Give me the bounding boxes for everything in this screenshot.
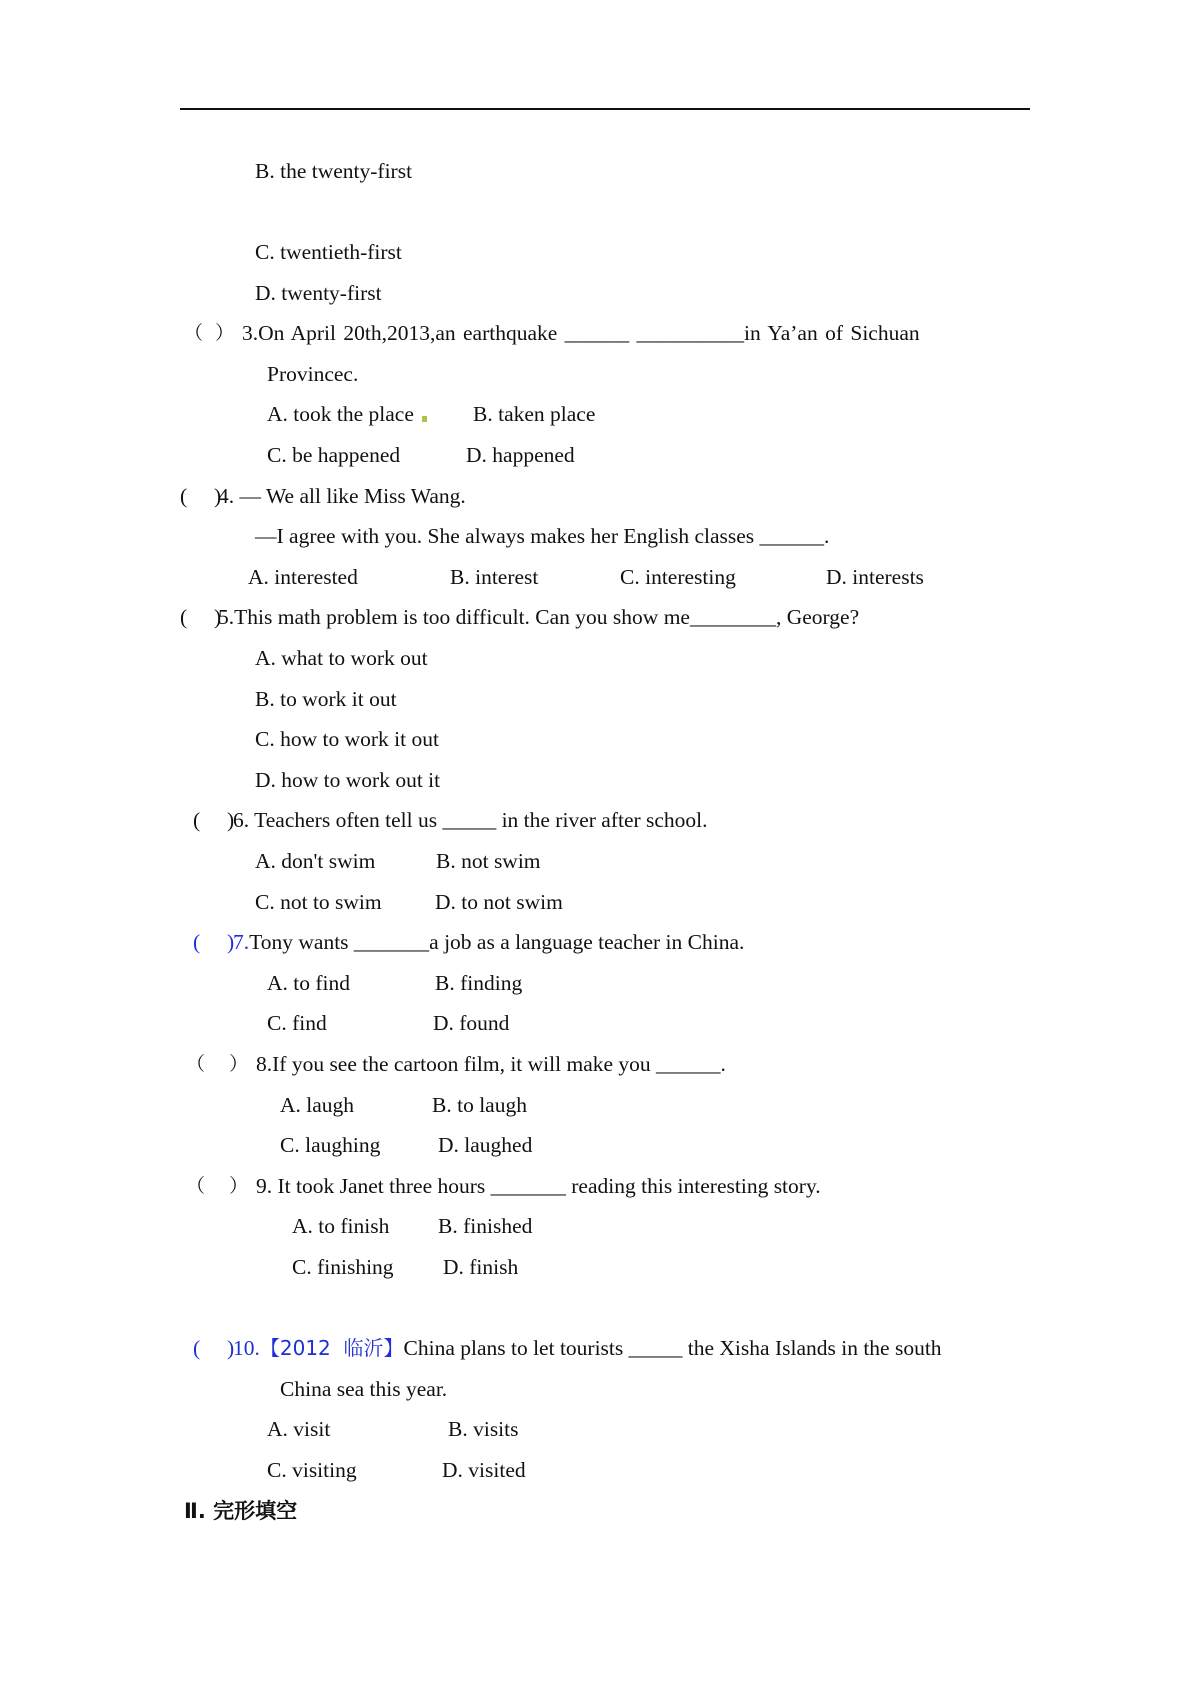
q4-reply: —I agree with you. She always makes her English classes ______. (255, 524, 830, 548)
q5-option-d: D. how to work out it (255, 768, 441, 792)
q7-stem: Tony wants _______a job as a language teacher in China. (249, 930, 745, 954)
q10-stem-cont: China sea this year. (280, 1377, 448, 1401)
q2-option-b: B. the twenty-first (255, 159, 413, 183)
q10-option-c: C. visiting (267, 1458, 357, 1482)
q6-stem: 6. Teachers often tell us _____ in the river after school. (233, 808, 708, 832)
q7-option-c: C. find (267, 1011, 327, 1035)
q8-option-b: B. to laugh (432, 1093, 527, 1117)
q6-option-b: B. not swim (436, 849, 541, 873)
q2-option-d: D. twenty-first (255, 281, 382, 305)
q10-answer-parens[interactable]: ( ) (193, 1336, 235, 1360)
q9-option-a: A. to finish (292, 1214, 390, 1238)
q4-stem: 4. — We all like Miss Wang. (218, 484, 466, 508)
q10-option-d: D. visited (442, 1458, 526, 1482)
q4-option-b: B. interest (450, 565, 539, 589)
q7-option-b: B. finding (435, 971, 523, 995)
q4-option-c: C. interesting (620, 565, 736, 589)
q9-option-c: C. finishing (292, 1255, 394, 1279)
q8-option-c: C. laughing (280, 1133, 381, 1157)
q3-stem-cont: Provincec. (267, 362, 359, 386)
q7-number: 7. (233, 930, 250, 954)
q10-stem-line (233, 1335, 942, 1361)
q6-option-c: C. not to swim (255, 890, 382, 914)
q10-source-tag: 【2012 临沂】 (259, 1336, 404, 1360)
q4-option-a: A. interested (248, 565, 358, 589)
q5-option-b: B. to work it out (255, 687, 397, 711)
q7-option-d: D. found (433, 1011, 510, 1035)
q2-option-c: C. twentieth-first (255, 240, 402, 264)
q3-option-c: C. be happened (267, 443, 401, 467)
q6-option-a: A. don't swim (255, 849, 376, 873)
q8-answer-parens[interactable]: （ ） (186, 1053, 249, 1075)
q5-option-c: C. how to work it out (255, 727, 439, 751)
q4-option-d: D. interests (826, 565, 924, 589)
q6-answer-parens[interactable]: ( ) (193, 808, 235, 832)
q5-answer-parens[interactable]: ( ) (180, 605, 222, 629)
q8-option-d: D. laughed (438, 1133, 533, 1157)
q10-number: 10. (233, 1336, 260, 1360)
q7-answer-parens[interactable]: ( ) (193, 930, 235, 954)
q7-stem-line (233, 929, 744, 955)
q7-option-a: A. to find (267, 971, 351, 995)
q3-option-b: B. taken place (473, 402, 596, 426)
q8-stem: 8.If you see the cartoon film, it will make you ______. (256, 1052, 726, 1076)
q5-option-a: A. what to work out (255, 646, 428, 670)
q4-answer-parens[interactable]: ( ) (180, 484, 222, 508)
marker-dot (422, 416, 427, 422)
q10-stem: China plans to let tourists _____ the Xisha Islands in the south (403, 1336, 942, 1360)
q9-option-b: B. finished (438, 1214, 533, 1238)
q3-option-d: D. happened (466, 443, 575, 467)
q8-option-a: A. laugh (280, 1093, 355, 1117)
q3-option-a (267, 401, 427, 427)
header-rule (180, 108, 1030, 110)
q5-stem: 5.This math problem is too difficult. Can you show me________, George? (218, 605, 860, 629)
q9-stem: 9. It took Janet three hours _______ reading this interesting story. (256, 1174, 821, 1198)
section-heading: Ⅱ. 完形填空 (184, 1499, 298, 1523)
q9-option-d: D. finish (443, 1255, 519, 1279)
q10-option-b: B. visits (448, 1417, 519, 1441)
q6-option-d: D. to not swim (435, 890, 563, 914)
q10-option-a: A. visit (267, 1417, 331, 1441)
q3-option-a-text: A. took the place (267, 402, 414, 426)
q3-answer-parens[interactable]: （ ） (184, 322, 235, 344)
q3-stem: 3.On April 20th,2013,an earthquake ______ __________in Ya’an of Sichuan (242, 321, 920, 345)
q9-answer-parens[interactable]: （ ） (186, 1175, 249, 1197)
